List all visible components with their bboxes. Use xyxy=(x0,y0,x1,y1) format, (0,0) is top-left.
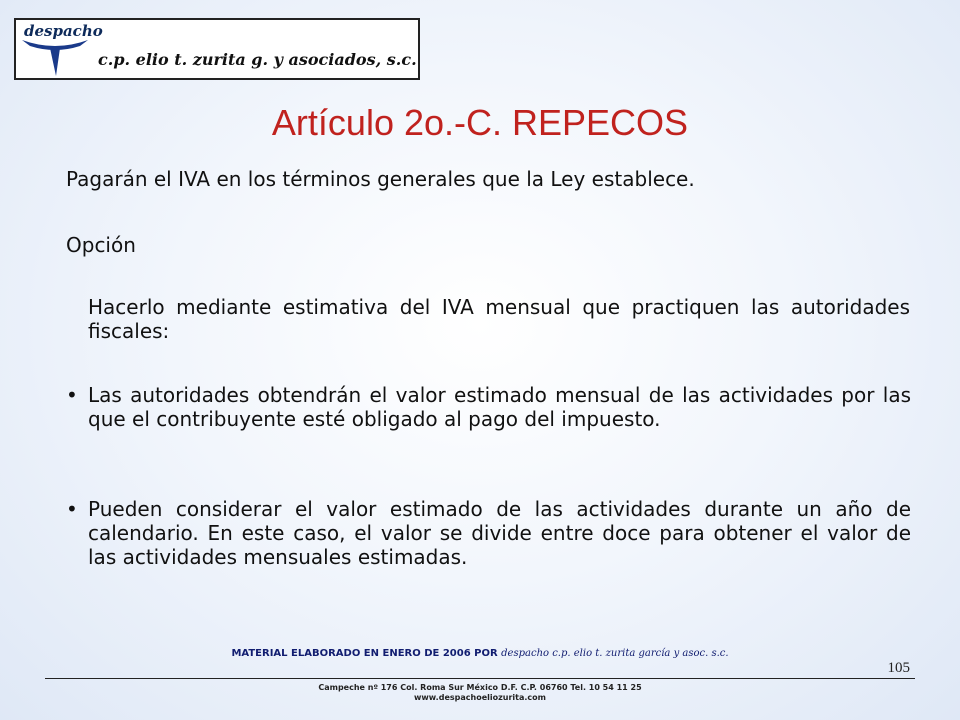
footer-website: www.despachoeliozurita.com xyxy=(414,693,546,702)
bullet-icon: • xyxy=(66,383,78,407)
logo-company: c.p. elio t. zurita g. y asociados, s.c. xyxy=(98,50,417,69)
logo xyxy=(14,18,420,80)
page-number: 105 xyxy=(887,660,910,676)
logo-name: despacho xyxy=(24,22,103,40)
footer-address: Campeche nº 176 Col. Roma Sur México D.F. C.P. 06760 Tel. 10 54 11 25 xyxy=(318,683,642,692)
footer-material-firm: despacho c.p. elio t. zurita garcía y asoc. s.c. xyxy=(501,648,729,659)
bullet-item xyxy=(66,383,911,431)
bullet-item xyxy=(66,497,911,569)
paragraph-option: Opción xyxy=(66,233,136,257)
slide-title: Artículo 2o.-C. REPECOS xyxy=(271,102,689,143)
paragraph-estimate: Hacerlo mediante estimativa del IVA mensual que practiquen las autoridades fiscales: xyxy=(88,295,910,343)
bullet-icon: • xyxy=(66,497,78,521)
logo-mark-icon xyxy=(20,38,90,78)
paragraph-iva-general: Pagarán el IVA en los términos generales que la Ley establece. xyxy=(66,167,695,191)
footer-divider xyxy=(45,678,915,679)
footer-material-prefix: MATERIAL ELABORADO EN ENERO DE 2006 POR xyxy=(231,648,498,659)
bullet-text: Las autoridades obtendrán el valor estimado mensual de las actividades por las que el contribuyente esté obligado al pago del impuesto. xyxy=(88,383,911,431)
footer-address-block xyxy=(0,683,960,703)
bullet-text: Pueden considerar el valor estimado de las actividades durante un año de calendario. En este caso, el valor se divide entre doce para obtener el valor de las actividades mensuales estimadas. xyxy=(88,497,911,569)
footer-material xyxy=(0,648,960,659)
